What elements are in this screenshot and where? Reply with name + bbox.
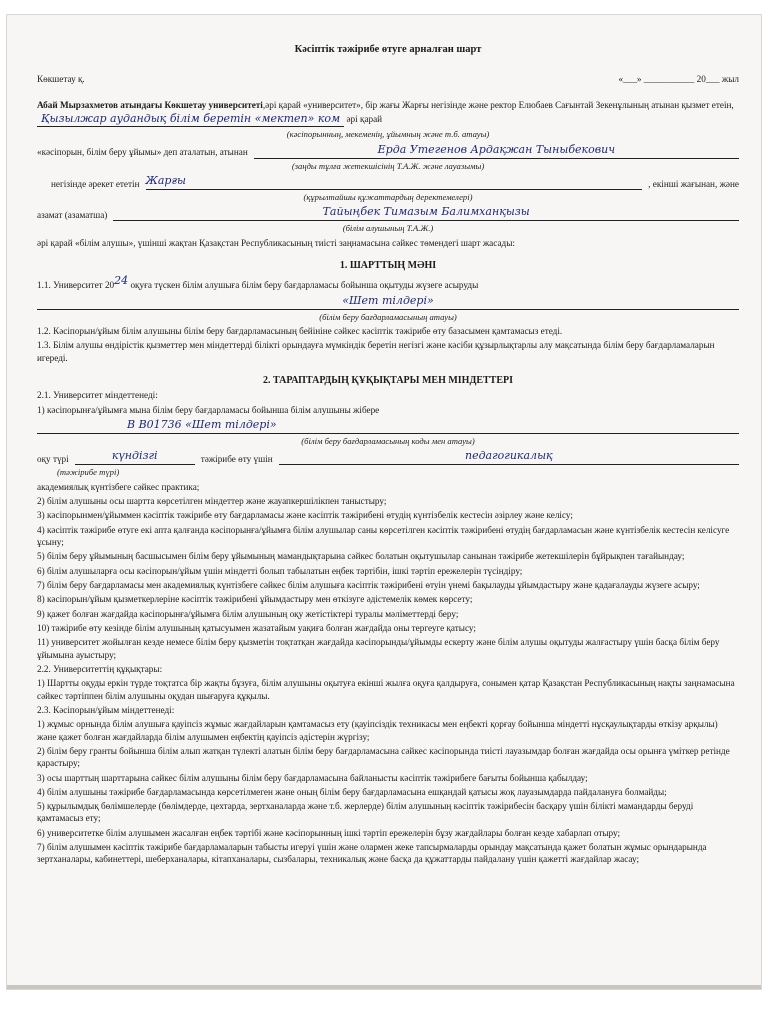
practice-type-handwritten: педагогикалық xyxy=(279,449,739,465)
clause-1-2: 1.2. Кәсіпорын/ұйым білім алушыны білім беру бағдарламасының бейініне сәйкес кәсіптік тәжірибе өту базасымен қамтамасыз етеді. xyxy=(37,326,563,337)
list-item: 4) кәсіптік тәжірибе өтуге екі апта қалғанда кәсіпорынға/ұйымға білім алушылар саны көрсетілген кәсіптік тәжірибені өтудің бағдарламасын және күнтізбелік кестесін келісуге ұсыну; xyxy=(37,524,730,547)
list-item: 2) білім беру гранты бойынша білім алып жатқан түлекті алатын білім беру бағдарламасына сәйкес кәсіпорында тиісті лауазымдар болған жағдайда осы орынға үміткер ретінде қарастыру; xyxy=(37,745,730,769)
city: Көкшетау қ. xyxy=(37,74,85,85)
clause-1-1-text: оқуға түскен білім алушыға білім беру бағдарламасы бойынша оқытуды жүзеге асыруды xyxy=(130,280,479,291)
party1-paragraph xyxy=(37,99,739,127)
list-item: 9) қажет болған жағдайда кәсіпорынға/ұйымға білім алушының оқу жетістіктері туралы мәліметтерді беру; xyxy=(37,608,459,619)
document-title: Кәсіптік тәжірибе өтуге арналған шарт xyxy=(294,44,482,55)
list-item: 5) құрылымдық бөлімшелерде (бөлімдерде, цехтарда, зертханаларда және т.б. жерлерде) білім алушының кәсіптік тәжірибесін басқару үшін білікті мамандарды беруді қамтамасыз ету; xyxy=(37,801,694,824)
enterprise-duties-list xyxy=(37,718,739,866)
head-name-handwritten: Ерда Утегенов Ардақжан Тыныбекович xyxy=(254,143,739,159)
academic-calendar-text: академиялық күнтізбеге сәйкес практика; xyxy=(37,481,200,492)
basis-prefix: негізінде әрекет ететін xyxy=(51,178,140,189)
list-item: 11) университет жойылған кезде немесе білім беру қызметін тоқтатқан жағдайда кәсіпорынды/ұйымды ескерту және білім алушы оқытуды жалғастыру үшін басқа білім беру ұйымына ауыстыру; xyxy=(37,637,720,660)
list-item: 5) білім беру ұйымының басшысымен білім беру ұйымының мамандықтарына сәйкес болатын оқытушылар санынан тәжірибе жетекшілерін бұйрықпен тағайындау; xyxy=(37,551,685,562)
list-item: 6) университетке білім алушымен жасалған еңбек тәртібі және кәсіпорынның ішкі тәртіп ережелерін бұзу жағдайлары болған кезде хабарлап отыру; xyxy=(37,827,621,838)
citizen-line xyxy=(37,205,739,221)
caption-organization: (кәсіпорынның, мекеменің, ұйымның және т.б. атауы) xyxy=(286,129,490,140)
type-prefix: оқу түрі xyxy=(37,453,69,464)
study-type-line xyxy=(37,449,739,465)
type-middle: тәжірибе өту үшін xyxy=(200,453,273,464)
basis-handwritten: Жарғы xyxy=(146,174,643,190)
document-sheet xyxy=(6,14,762,990)
program-handwritten: «Шет тілдері» xyxy=(37,294,739,310)
basis-line xyxy=(37,174,739,190)
organization-handwritten: Қызылжар аудандық білім беретін «мектеп» ком xyxy=(37,112,344,128)
document-content xyxy=(37,43,739,868)
clause-2-3: 2.3. Кәсіпорын/ұйым міндеттенеді: xyxy=(37,704,175,715)
clause-1-3: 1.3. Білім алушы өндірістік қызметтер мен міндеттерді білікті орындауға мүмкіндік беретін негізгі және кәсіби құзырлықтарлы алу мақсатында білім беру бағдарламаларын игереді. xyxy=(37,340,715,363)
clause-1-1-start: 1.1. Университет 20 xyxy=(37,280,115,291)
clause-1-1 xyxy=(37,274,739,291)
party1-tail: әрі қарай xyxy=(346,113,383,124)
list-item: 4) білім алушыны тәжірибе бағдарламасында көрсетілмеген және оның білім беру бағдарламасына ешқандай қатысы жоқ лауазымдарда пайдалануға болмайды; xyxy=(37,786,667,797)
list-item: 3) осы шарттың шарттарына сәйкес білім алушыны білім беру бағдарламасына байланысты кәсіптік тәжірибеге бағыты бойынша қабылдау; xyxy=(37,772,588,783)
list-item: 2) білім алушыны осы шартта көрсетілген міндеттер және жауапкершілікпен таныстыру; xyxy=(37,495,387,506)
list-item: 10) тәжірибе өту кезінде білім алушының қатысуымен жазатайым уақиға болған жағдайда оны тергеуге қатысу; xyxy=(37,622,476,633)
study-form-handwritten: күндізгі xyxy=(75,449,195,465)
preamble-end: әрі қарай «білім алушы», үшінші жақтан Қазақстан Республикасының тиісті заңнамасына сәйкес төмендегі шарт жасады: xyxy=(37,237,515,248)
university-duties-list xyxy=(37,495,739,661)
clause-2-1-1: 1) кәсіпорынға/ұйымға мына білім беру бағдарламасы бойынша білім алушыны жібере xyxy=(37,404,380,415)
list-item: 8) кәсіпорын/ұйым қызметкерлеріне кәсіптік тәжірибені ұйымдастыру мен өткізуге әдістемелік көмек көрсету; xyxy=(37,594,473,605)
party2-line xyxy=(37,143,739,159)
caption-type: (тәжірибе түрі) xyxy=(57,467,120,478)
party2-prefix: «кәсіпорын, білім беру ұйымы» деп аталатын, атынан xyxy=(37,147,248,158)
list-item: 1) жұмыс орнында білім алушыға қауіпсіз жұмыс жағдайларын қамтамасыз ету (қауіпсіздік техникасы мен еңбекті қорғау бойынша міндетті нұсқаулықтарды өткізу арқылы) және қажет болған жағдайларда білім алушымен еңбектің қауіпсіз әдістерін жүргізу; xyxy=(37,719,718,742)
program-code-handwritten: В В01736 «Шет тілдері» xyxy=(37,418,739,434)
caption-code: (білім беру бағдарламасының коды мен атауы) xyxy=(301,435,475,446)
program-code-line xyxy=(37,418,739,434)
caption-program: (білім беру бағдарламасының атауы) xyxy=(319,311,457,322)
clause-2-1: 2.1. Университет міндеттенеді: xyxy=(37,390,158,401)
clause-2-2: 2.2. Университеттің құқықтары: xyxy=(37,663,163,674)
clause-2-2-1: 1) Шартты оқуды еркін түрде тоқтатса бір жақты бұзуға, білім алушыны оқытуға екінші жылға оқуға қалдыруға, сонымен қатар Қазақстан Республикасының нақты заңнамасына сәйкес тәртіппен білім алушыны оқудан шығаруға құқылы. xyxy=(37,678,735,701)
basis-suffix: , екінші жағынан, және xyxy=(648,178,739,189)
program-line xyxy=(37,294,739,310)
list-item: 6) білім алушыларға осы кәсіпорын/ұйым үшін міндетті болып табылатын еңбек тәртібін, ішкі тәртіп ережелерін түсіндіру; xyxy=(37,565,523,576)
party1-text: ,әрі қарай «университет», бір жағы Жарғы негізінде және ректор Елюбаев Сағынтай Зекенұлының атынан қызмет етеін, xyxy=(262,100,734,111)
university-name: Абай Мырзахметов атындағы Көкшетау университеті xyxy=(37,100,263,111)
page-bottom-edge xyxy=(7,985,761,989)
student-name-handwritten: Тайыңбек Тимазым Балимханқызы xyxy=(113,205,739,221)
caption-head: (заңды тұлға жетекшісінің Т.А.Ж. және лауазымы) xyxy=(291,160,485,171)
year-handwritten: 24 xyxy=(114,274,129,288)
list-item: 7) білім беру бағдарламасы мен академиялық күнтізбеге сәйкес білім алушыға кәсіптік тәжірибені өтуін үнемі бақылауды ұйымдастыру және қадағалауды жүзеге асыру; xyxy=(37,579,700,590)
date-line: «___» ___________ 20___ жыл xyxy=(618,74,739,85)
section1-title: 1. ШАРТТЫҢ МӘНІ xyxy=(339,260,437,272)
list-item: 3) кәсіпорынмен/ұйыммен кәсіптік тәжірибе өту бағдарламасы және кәсіптік тәжірибені өтудің күнтізбелік кестесін әзірлеу және келісу; xyxy=(37,510,573,521)
caption-basis: (құрылтайшы құжаттардың деректемелері) xyxy=(303,191,473,202)
caption-student: (білім алушының Т.А.Ж.) xyxy=(342,223,434,234)
section2-title: 2. ТАРАПТАРДЫҢ ҚҰҚЫҚТАРЫ МЕН МІНДЕТТЕРІ xyxy=(262,375,514,387)
city-date-line xyxy=(37,73,739,85)
list-item: 7) білім алушымен кәсіптік тәжірибе бағдарламаларын табысты игеруі үшін және олармен жеке тапсырмаларды орындау мақсатында қажет болатын жұмыс орындарында зертханалары, кабинеттері, шеберханалары, кітапханалары, сызбалары, техникалық және басқа да құжаттарды пайдалану үшін қажетті жағдайлар жасау; xyxy=(37,842,707,865)
citizen-prefix: азамат (азаматша) xyxy=(37,209,108,220)
